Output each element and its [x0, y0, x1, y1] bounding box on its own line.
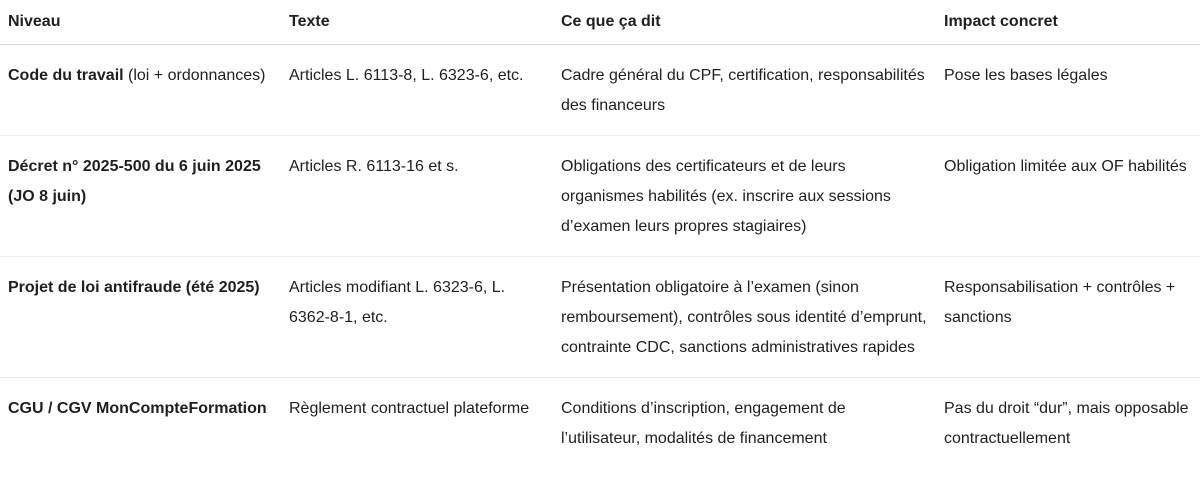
header-texte: Texte — [281, 0, 553, 45]
cell-impact: Responsabilisation + contrôles + sanctions — [936, 257, 1200, 378]
table-row — [0, 257, 1200, 378]
cell-texte: Règlement contractuel plateforme — [289, 400, 530, 417]
cell-impact: Pas du droit “dur”, mais opposable contractuellement — [944, 400, 1189, 447]
cell-ce-que-ca-dit: Présentation obligatoire à l’examen (sinon remboursement), contrôles sous identité d’emprunt, contrainte CDC, sanctions administratives rapides — [553, 257, 936, 378]
cell-niveau — [0, 136, 281, 257]
cell-texte: Articles R. 6113-16 et s. — [281, 136, 553, 257]
niveau-bold: Code du travail — [8, 67, 124, 84]
table-row — [0, 378, 1200, 469]
table-row — [0, 45, 1200, 136]
niveau-bold: CGU / CGV MonCompteFormation — [8, 400, 267, 417]
niveau-rest: (loi + ordonnances) — [123, 67, 266, 84]
cell-niveau — [0, 45, 281, 136]
niveau-bold: Décret n° 2025-500 du 6 juin 2025 (JO 8 juin) — [8, 158, 261, 205]
cell-impact: Pose les bases légales — [936, 45, 1200, 136]
header-ce-que-ca-dit: Ce que ça dit — [553, 0, 936, 45]
table-header-row — [0, 0, 1200, 45]
cell-niveau — [0, 257, 281, 378]
cell-niveau — [0, 378, 281, 469]
header-niveau: Niveau — [0, 0, 281, 45]
niveau-bold: Projet de loi antifraude (été 2025) — [8, 279, 260, 296]
cell-texte: Articles modifiant L. 6323-6, L. 6362-8-1, etc. — [281, 257, 553, 378]
cell-ce-que-ca-dit: Cadre général du CPF, certification, responsabilités des financeurs — [553, 45, 936, 136]
cell-ce-que-ca-dit: Obligations des certificateurs et de leurs organismes habilités (ex. inscrire aux sessions d’examen leurs propres stagiaires) — [553, 136, 936, 257]
cell-impact: Obligation limitée aux OF habilités — [936, 136, 1200, 257]
header-impact-concret: Impact concret — [936, 0, 1200, 45]
cell-ce-que-ca-dit: Conditions d’inscription, engagement de l’utilisateur, modalités de financement — [561, 400, 846, 447]
cell-texte: Articles L. 6113-8, L. 6323-6, etc. — [281, 45, 553, 136]
table-row — [0, 136, 1200, 257]
